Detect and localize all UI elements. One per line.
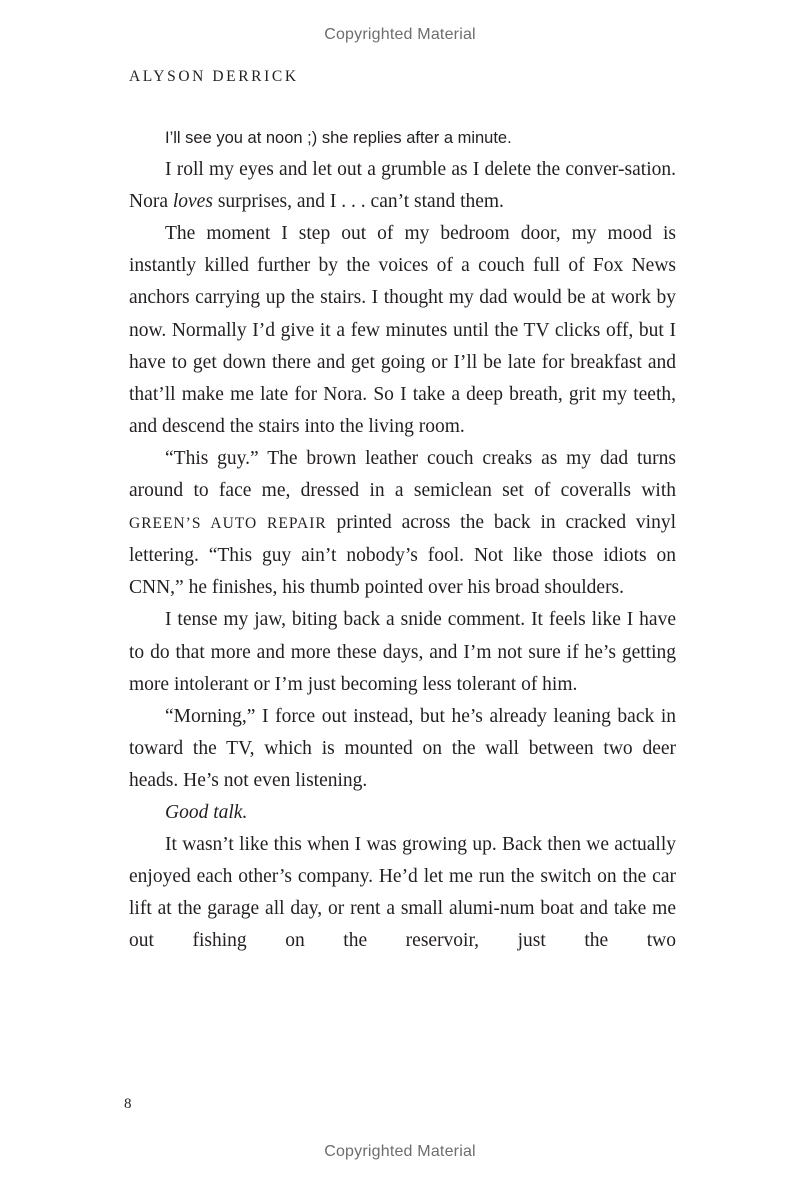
paragraph-segment: I roll my eyes and let out a grumble as I delete the conver-sation. Nora	[129, 159, 676, 213]
paragraph-segment: “This guy.” The brown leather couch creaks as my dad turns around to face me, dressed in a semiclean set of coveralls with	[129, 447, 676, 502]
paragraph: The moment I step out of my bedroom door, my mood is instantly killed further by the voices of a couch full of Fox News anchors carrying up the stairs. I thought my dad would be at work by now. Normally I’d give it a few minutes until the TV clicks off, but I have to get down there and get going or I’ll be late for breakfast and that’ll make me late for Nora. So I take a deep breath, grit my teeth, and descend the stairs into the living room.	[129, 223, 676, 437]
paragraph-segment: printed across the back in cracked vinyl lettering. “This guy ain’t nobody’s fool. Not like those idiots on CNN,” he finishes, his thumb pointed over his broad shoulders.	[129, 512, 676, 599]
text-message-line: I’ll see you at noon ;) she replies after a minute.	[165, 129, 512, 147]
paragraph: “Morning,” I force out instead, but he’s already leaning back in toward the TV, which is mounted on the wall between two deer heads. He’s not even listening.	[129, 705, 676, 791]
body-text	[129, 122, 676, 957]
paragraph	[129, 154, 676, 218]
paragraph: I tense my jaw, biting back a snide comment. It feels like I have to do that more and more these days, and I’m not sure if he’s getting more intolerant or I’m just becoming less tolerant of him.	[129, 609, 676, 695]
emphasis-text: loves	[172, 191, 213, 213]
running-head-author: ALYSON DERRICK	[129, 68, 299, 85]
paragraph	[129, 443, 676, 604]
emphasis-text: Good talk.	[165, 801, 248, 823]
page-number: 8	[124, 1096, 132, 1112]
copyright-watermark-bottom: Copyrighted Material	[324, 1143, 476, 1160]
paragraph-segment: surprises, and I . . . can’t stand them.	[212, 191, 504, 213]
paragraph: It wasn’t like this when I was growing up. Back then we actually enjoyed each other’s company. He’d let me run the switch on the car lift at the garage all day, or rent a small alumi-num boat and take me out fishing on the reservoir, just the two	[129, 834, 676, 952]
paragraph-text-message	[129, 122, 676, 154]
copyright-watermark-top: Copyrighted Material	[324, 26, 476, 43]
small-caps-text: GREEN’S AUTO REPAIR	[129, 515, 327, 533]
paragraph-italic	[129, 797, 676, 829]
